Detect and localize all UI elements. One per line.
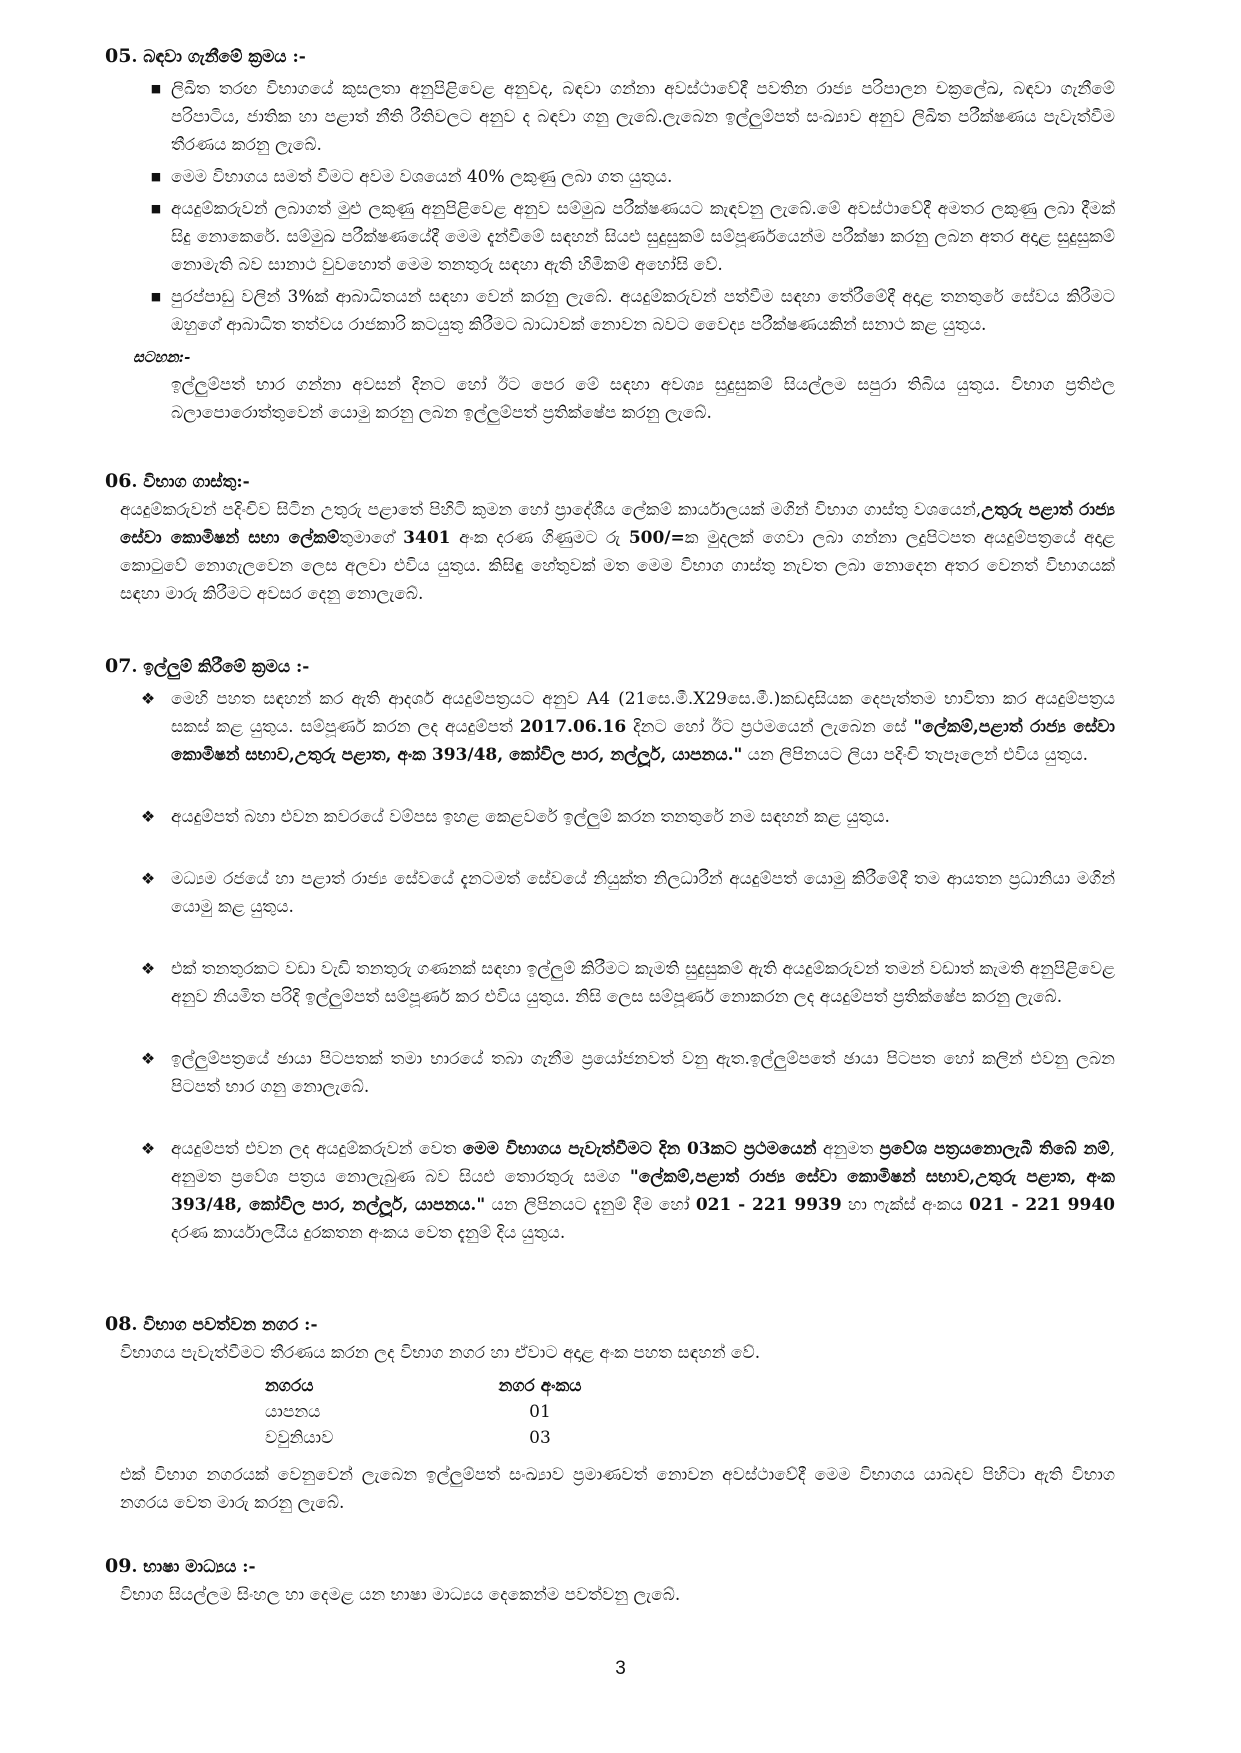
section-06-heading (105, 467, 1115, 496)
list-item: ■ අයදුම්කරුවන් ලබාගත් මුළු ලකුණු අනුපිළිවෙළ අනුව සම්මුඛ පරීක්ෂණයට කැඳවනු ලැබේ.මේ අවස්ථාවේදී අමතර ලකුණු ලබා දීමක් සිදු නොකෙරේ. සම්මුඛ පරීක්ෂණයේදී මෙම දැන්වීමේ සඳහන් සියළු සුදුසුකම් සම්පූර්ණයෙන්ම පරීක්ෂා කරනු ලබන අතර අදාළ සුදුසුකම් නොමැති බව සානාථ වුවහොත් මෙම තනතුරු සඳහා ඇති හිමිකම් අහෝසි වේ. (105, 195, 1115, 279)
section-07 (105, 652, 1115, 1281)
diamond-bullet-icon: ❖ (140, 1139, 156, 1158)
section-title: . භාෂා මාධ්‍යය :- (131, 1557, 256, 1577)
column-header: නගර අංකය (498, 1376, 582, 1396)
square-bullet-icon: ■ (150, 82, 162, 95)
section-05 (105, 42, 1115, 427)
exam-fee-paragraph: අයදුම්කරුවන් පදිංචිව සිටින උතුරු පළාතේ පිහිටි කුමන හෝ ප්‍රාදේශීය ලේකම් කාර්යාලයක් මගින් විභාග ගාස්තු වශයෙන්,උතුරු පළාත් රාජ්‍ය සේවා කොමිෂන් සභා ලේකම්තුමාගේ 3401 අංක දරණ ගිණුමට රු 500/=ක මුදලක් ගෙවා ලබා ගන්නා ලදුපිටපත අයදුම්පත්‍රයේ අදාළ කොටුවේ නොගැලවෙන ලෙස අලවා එවිය යුතුය. කිසිඳු හේතුවක් මත මෙම විභාග ගාස්තු නැවත ලබා නොදෙන අතර වෙනත් විභාගයක් සඳහා මාරු කිරීමට අවසර දෙනු නොලැබේ. (120, 500, 1115, 604)
section-number: 06 (105, 470, 132, 492)
table-header-row (265, 1373, 615, 1399)
section-09-heading (105, 1552, 1115, 1581)
note-title: සටහන:- (133, 348, 191, 366)
square-bullet-icon: ■ (150, 290, 162, 303)
square-bullet-icon: ■ (150, 170, 162, 183)
section-number: 07 (105, 655, 132, 677)
list-item: ■ ලිඛිත තරඟ විභාගයේ කුසලතා අනුපිළිවෙළ අනුවද, බඳවා ගන්නා අවස්ථාවේදී පවතින රාජ්‍ය පරිපාලන චක්‍රලේඛ, බඳවා ගැනීමේ පරිපාටිය, ජාතික හා පළාත් නීති රීතිවලට අනුව ද බඳවා ගනු ලැබේ.ලැබෙන ඉල්ලුම්පත් සංඛ්‍යාව අනුව ලිඛිත පරීක්ෂණය පැවැත්වීම තීරණය කරනු ලැබේ. (105, 75, 1115, 159)
section-number: 08 (105, 1313, 132, 1335)
list-item: ❖ අයදුම්පත් බහා එවන කවරයේ වම්පස ඉහළ කෙළවරේ ඉල්ලුම් කරන තනතුරේ නම සඳහන් කළ යුතුය. (105, 803, 1115, 831)
section-number: 09 (105, 1555, 132, 1577)
diamond-list (105, 685, 1115, 1247)
note-body: ඉල්ලුම්පත් භාර ගන්නා අවසන් දිනට හෝ ඊට පෙර මේ සඳහා අවශ්‍ය සුදුසුකම් සියල්ලම සපුරා තිබිය යුතුය. විභාග ප්‍රතිඵල බලාපොරොත්තුවෙන් යොමු කරනු ලබන ඉල්ලුම්පත් ප්‍රතික්ෂේප කරනු ලැබේ. (171, 375, 1115, 423)
diamond-bullet-icon: ❖ (140, 807, 156, 826)
section-07-heading (105, 652, 1115, 681)
section-title: . විභාග පවත්වන නගර :- (131, 1315, 318, 1335)
list-item: ❖ එක් තනතුරකට වඩා වැඩි තනතුරු ගණනක් සඳහා ඉල්ලුම් කිරීමට කැමති සුදුසුකම් ඇති අයදුම්කරුවන් තමන් වඩාත් කැමති අනුපිළිවෙළ අනුව නියමිත පරිදි ඉල්ලුම්පත් සම්පූර්ණ කර එවිය යුතුය. නිසි ලෙස සම්පූර්ණ නොකරන ලද අයදුම්පත් ප්‍රතික්ෂේප කරනු ලැබේ. (105, 955, 1115, 1011)
section-08 (105, 1310, 1115, 1517)
list-item: ■ මෙම විභාගය සමත් වීමට අවම වශයෙන් 40% ලකුණු ලබා ගත යුතුය. (105, 163, 1115, 191)
exam-cities-outro: එක් විභාග නගරයක් වෙනුවෙන් ලැබෙන ඉල්ලුම්පත් සංඛ්‍යාව ප්‍රමාණවත් නොවන අවස්ථාවේදී මෙම විභාගය යාබදව පිහිටා ඇති විභාග නගරය වෙත මාරු කරනු ලැබේ. (120, 1465, 1115, 1513)
diamond-bullet-icon: ❖ (140, 959, 156, 978)
section-08-heading (105, 1310, 1115, 1339)
diamond-bullet-icon: ❖ (140, 689, 156, 708)
exam-cities-intro: විභාගය පැවැත්වීමට තීරණය කරන ලද විභාග නගර හා ඒවාට අදාළ අංක පහත සඳහන් වේ. (120, 1343, 761, 1363)
city-code-cell: 03 (529, 1428, 551, 1448)
language-medium-text: විභාග සියල්ලම සිංහල හා දෙමළ යන භාෂා මාධ්‍යය දෙකෙන්ම පවත්වනු ලැබේ. (120, 1585, 681, 1605)
bullet-list (105, 75, 1115, 339)
table-row (265, 1425, 615, 1451)
table-row (265, 1399, 615, 1425)
diamond-bullet-icon: ❖ (140, 1049, 156, 1068)
section-05-heading (105, 42, 1115, 71)
section-title: . ඉල්ලුම් කිරීමේ ක්‍රමය :- (131, 657, 310, 677)
diamond-bullet-icon: ❖ (140, 869, 156, 888)
city-cell: වවුනියාව (265, 1428, 334, 1448)
section-06 (105, 467, 1115, 608)
city-cell: යාපනය (265, 1402, 321, 1422)
list-item: ❖ මධ්‍යම රජයේ හා පළාත් රාජ්‍ය සේවයේ දැනටමත් සේවයේ නියුක්ත නිලධාරීන් අයදුම්පත් යොමු කිරීමේදී තම ආයතන ප්‍රධානියා මගින් යොමු කළ යුතුය. (105, 865, 1115, 921)
section-number: 05 (105, 45, 132, 67)
list-item: ❖ මෙහි පහත සඳහන් කර ඇති ආදර්ශ අයදුම්පත්‍රයට අනුව A4 (21සෙ.මී.X29සෙ.මී.)කඩදාසියක දෙපැත්තම භාවිතා කර අයදුම්පත්‍රය සකස් කළ යුතුය. සම්පූර්ණ කරන ලද අයදුම්පත් 2017.06.16 දිනට හෝ ඊට ප්‍රථමයෙන් ලැබෙන සේ "ලේකම්,පළාත් රාජ්‍ය සේවා කොමිෂන් සභාව,උතුරු පළාත, අංක 393/48, කෝවිල පාර, නල්ලූර්, යාපනය." යන ලිපිනයට ලියා පදිංචි තැපෑලෙන් එවිය යුතුය. (105, 685, 1115, 769)
column-header: නගරය (265, 1376, 314, 1396)
section-title: . විභාග ගාස්තු:- (131, 472, 250, 492)
list-item: ❖ ඉල්ලුම්පත්‍රයේ ඡායා පිටපතක් තමා භාරයේ තබා ගැනීම ප්‍රයෝජනවත් වනු ඇත.ඉල්ලුම්පතේ ඡායා පිටපත හෝ කලින් එවනු ලබන පිටපත් භාර ගනු නොලැබේ. (105, 1045, 1115, 1101)
city-code-cell: 01 (529, 1402, 551, 1422)
page-number: 3 (615, 1658, 626, 1679)
section-title: . බඳවා ගැනීමේ ක්‍රමය :- (131, 47, 306, 67)
section-09 (105, 1552, 1115, 1609)
list-item: ■ පුරප්පාඩු වලින් 3%ක් ආබාධිතයන් සඳහා වෙන් කරනු ලැබේ. අයදුම්කරුවන් පත්වීම සඳහා තේරීමේදී අදාළ තනතුරේ සේවය කිරීමට ඔහුගේ ආබාධිත තත්වය රාජකාරි කටයුතු කිරීමට බාධාවක් නොවන බවට වෛද්‍ය පරීක්ෂණයකින් සනාථ කළ යුතුය. (105, 283, 1115, 339)
exam-cities-table (265, 1373, 615, 1451)
list-item: ❖ අයදුම්පත් එවන ලද අයදුම්කරුවන් වෙත මෙම විභාගය පැවැත්වීමට දින 03කට ප්‍රථමයෙන් අනුමත ප්‍රවේශ පත්‍රයනොලැබී තිබේ නම්, අනුමත ප්‍රවේශ පත්‍රය නොලැබුණ බව සියළු තොරතුරු සමග "ලේකම්,පළාත් රාජ්‍ය සේවා කොමිෂන් සභාව,උතුරු පළාත, අංක 393/48, කෝවිල පාර, නල්ලූර්, යාපනය." යන ලිපිනයට දැනුම් දීම හෝ 021 - 221 9939 හා ෆැක්ස් අංකය 021 - 221 9940 දරණ කාර්යාලයීය දුරකතන අංකය වෙත දැනුම් දිය යුතුය. (105, 1135, 1115, 1247)
square-bullet-icon: ■ (150, 202, 162, 215)
